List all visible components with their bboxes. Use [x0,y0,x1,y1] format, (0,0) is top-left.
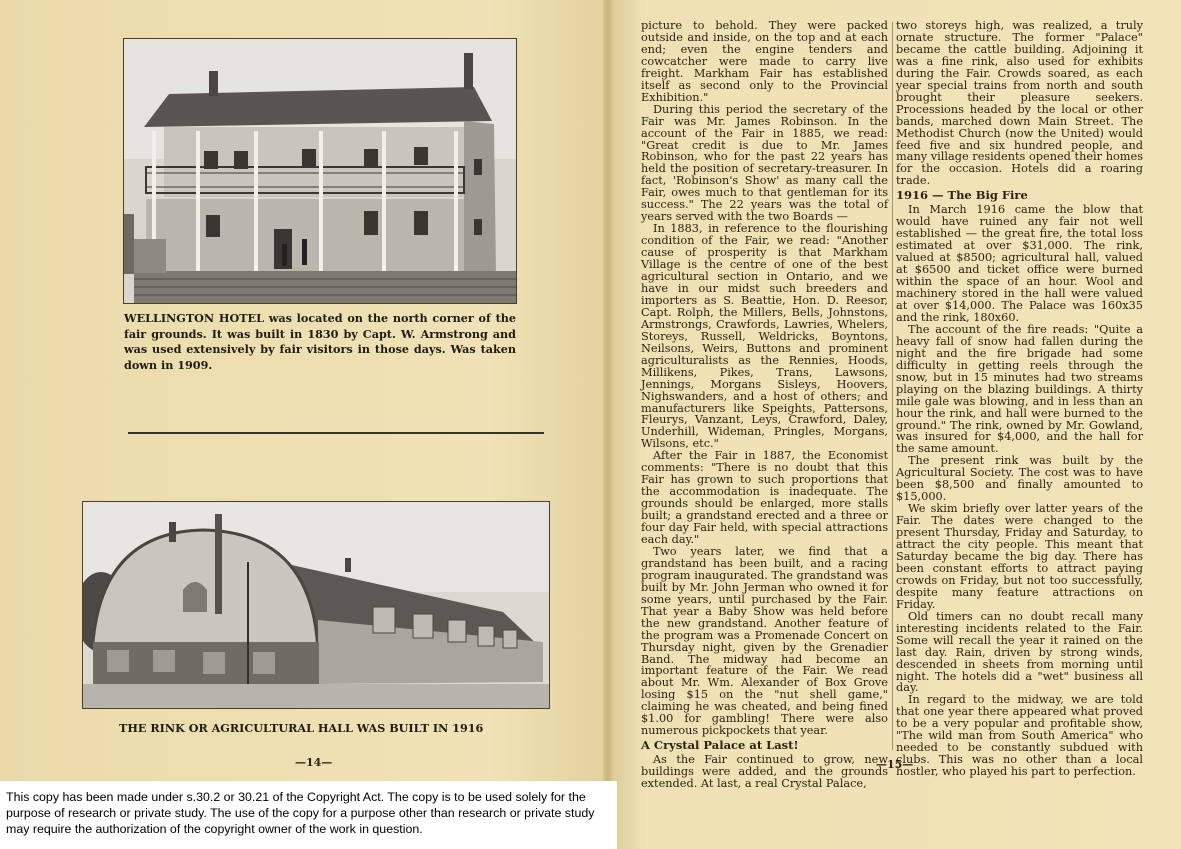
column-divider [892,22,893,750]
copyright-notice: This copy has been made under s.30.2 or 30.21 of the Copyright Act. The copy is to be used solely for the purpose of research or private study. The use of the copy for a purpose other than research or private study may require the authorization of the copyright owner of the work in question. [0,781,617,849]
paragraph: In regard to the midway, we are told that one year there appeared what proved to be a very popular and profitable show, "The wild man from South America" who needed to be constantly subdued with clubs. This was no other than a local hostler, who played his part to perfection. [896,693,1143,779]
rink-caption: THE RINK OR AGRICULTURAL HALL WAS BUILT IN 1916 [119,721,484,735]
paragraph: After the Fair in 1887, the Economist comments: "There is no doubt that this Fair has grown to such proportions that the accommodation is inadequate. The grounds should be enlarged, more stalls built; a grandstand erected and a three or four day Fair held, with special attractions each day." [641,449,888,546]
paragraph: Old timers can no doubt recall many interesting incidents related to the Fair. Some will recall the year it rained on the last day. Rain, driven by strong winds, descended in sheets from morning until night. The hotels did a "wet" business all day. [896,609,1143,695]
paragraph: two storeys high, was realized, a truly ornate structure. The former "Palace" became the cattle building. Adjoining it was a fine rink, also used for exhibits during the Fair. Crowds soared, as each year special trains from north and south brought their pleasure seekers. Processions headed by the local or other bands, marched down Main Street. The Methodist Church (now the United) would feed five and six hundred people, and many village residents opened their homes for the occasion. Hotels did a roaring trade. [896,19,1143,188]
section-heading: A Crystal Palace at Last! [641,738,799,753]
text-column-1 [641,20,888,790]
paragraph: Two years later, we find that a grandstand has been built, and a racing program inaugurated. The grandstand was built by Mr. John Jerman who owned it for some years, until purchased by the Fair. That year a Baby Show was held before the new grandstand. Another feature of the program was a Promenade Concert on Thursday night, given by the Grenadier Band. The midway had become an important feature of the Fair. We read about Mr. Wm. Alexander of Box Grove losing $15 on the "nut shell game," claiming he was cheated, and being fined $1.00 for gambling! There were also numerous pickpockets that year. [641,544,888,738]
section-heading: 1916 — The Big Fire [896,188,1028,203]
paragraph: We skim briefly over latter years of the Fair. The dates were changed to the present Thursday, Friday and Saturday, to attract the city people. This meant that Saturday became the big day. There has been constant efforts to attract paying crowds on Friday, but not too successfully, despite many feature attractions on Friday. [896,502,1143,611]
section-rule [128,432,544,434]
paragraph: As the Fair continued to grow, new buildings were added, and the grounds extended. At last, a real Crystal Palace, [641,753,888,791]
paragraph: The account of the fire reads: "Quite a heavy fall of snow had fallen during the night and the fire brigade had some difficulty in getting reels through the snow, but in 15 minutes had two streams playing on the blazing buildings. A thirty mile gale was blowing, and in less than an hour the rink, and hall were burned to the ground." The rink, owned by Mr. Gowland, was insured for $4,000, and the hall for the same amount. [896,322,1143,456]
rink-photo [82,501,550,709]
text-column-2 [896,20,1143,778]
hotel-caption: WELLINGTON HOTEL was located on the north corner of the fair grounds. It was built in 1830 by Capt. W. Armstrong and was used extensively by fair visitors in those days. Was taken down in 1909. [124,311,516,372]
paragraph: In 1883, in reference to the flourishing condition of the Fair, we read: "Another cause of prosperity is that Markham Village is the centre of one of the best agricultural section in Ontario, and we have in our midst such breeders and importers as S. Beattie, Hon. D. Reesor, Capt. Rolph, the Millers, Bells, Johnstons, Armstrongs, Crawfords, Lawries, Whelers, Storeys, Russell, Weldricks, Boyntons, Neilsons, Weirs, Buttons and prominent agriculturalists as the Rennies, Hoods, Millikens, Pikes, Trans, Lawsons, Jennings, Morgans Sisleys, Hoovers, Nighswanders, and a host of others; and manufacturers like Speights, Pattersons, Fleurys, Vanzant, Leys, Crawford, Daley, Underhill, Wideman, Pringles, Morgans, Wilsons, etc." [641,222,888,451]
paragraph: The present rink was built by the Agricultural Society. The cost was to have been $8,500 and finally amounted to $15,000. [896,454,1143,504]
wellington-hotel-photo [123,38,517,304]
paragraph: picture to behold. They were packed outside and inside, on the top and at each end; even the engine tenders and cowcatcher were made to carry live freight. Markham Fair has established itself as second only to the Provincial Exhibition." [641,19,888,104]
paragraph: In March 1916 came the blow that would have ruined any fair not well established — the great fire, the total loss estimated at over $31,000. The rink, valued at $8500; agricultural hall, valued at $6500 and ticket office were burned within the space of an hour. Wool and machinery stored in the hall were valued at over $14,000. The Palace was 160x35 and the rink, 180x60. [896,203,1143,324]
page-number-15: —15— [876,758,914,771]
page-number-14: —14— [295,756,333,769]
paragraph: During this period the secretary of the Fair was Mr. James Robinson. In the account of the Fair in 1885, we read: "Great credit is due to Mr. James Robinson, who for the past 22 years has held the position of secretary-treasurer. In fact, 'Robinson's Show' as many call the Fair, owes much to that gentleman for its success." The 22 years was the total of years served with the two Boards — [641,102,888,224]
book-gutter [603,0,613,849]
